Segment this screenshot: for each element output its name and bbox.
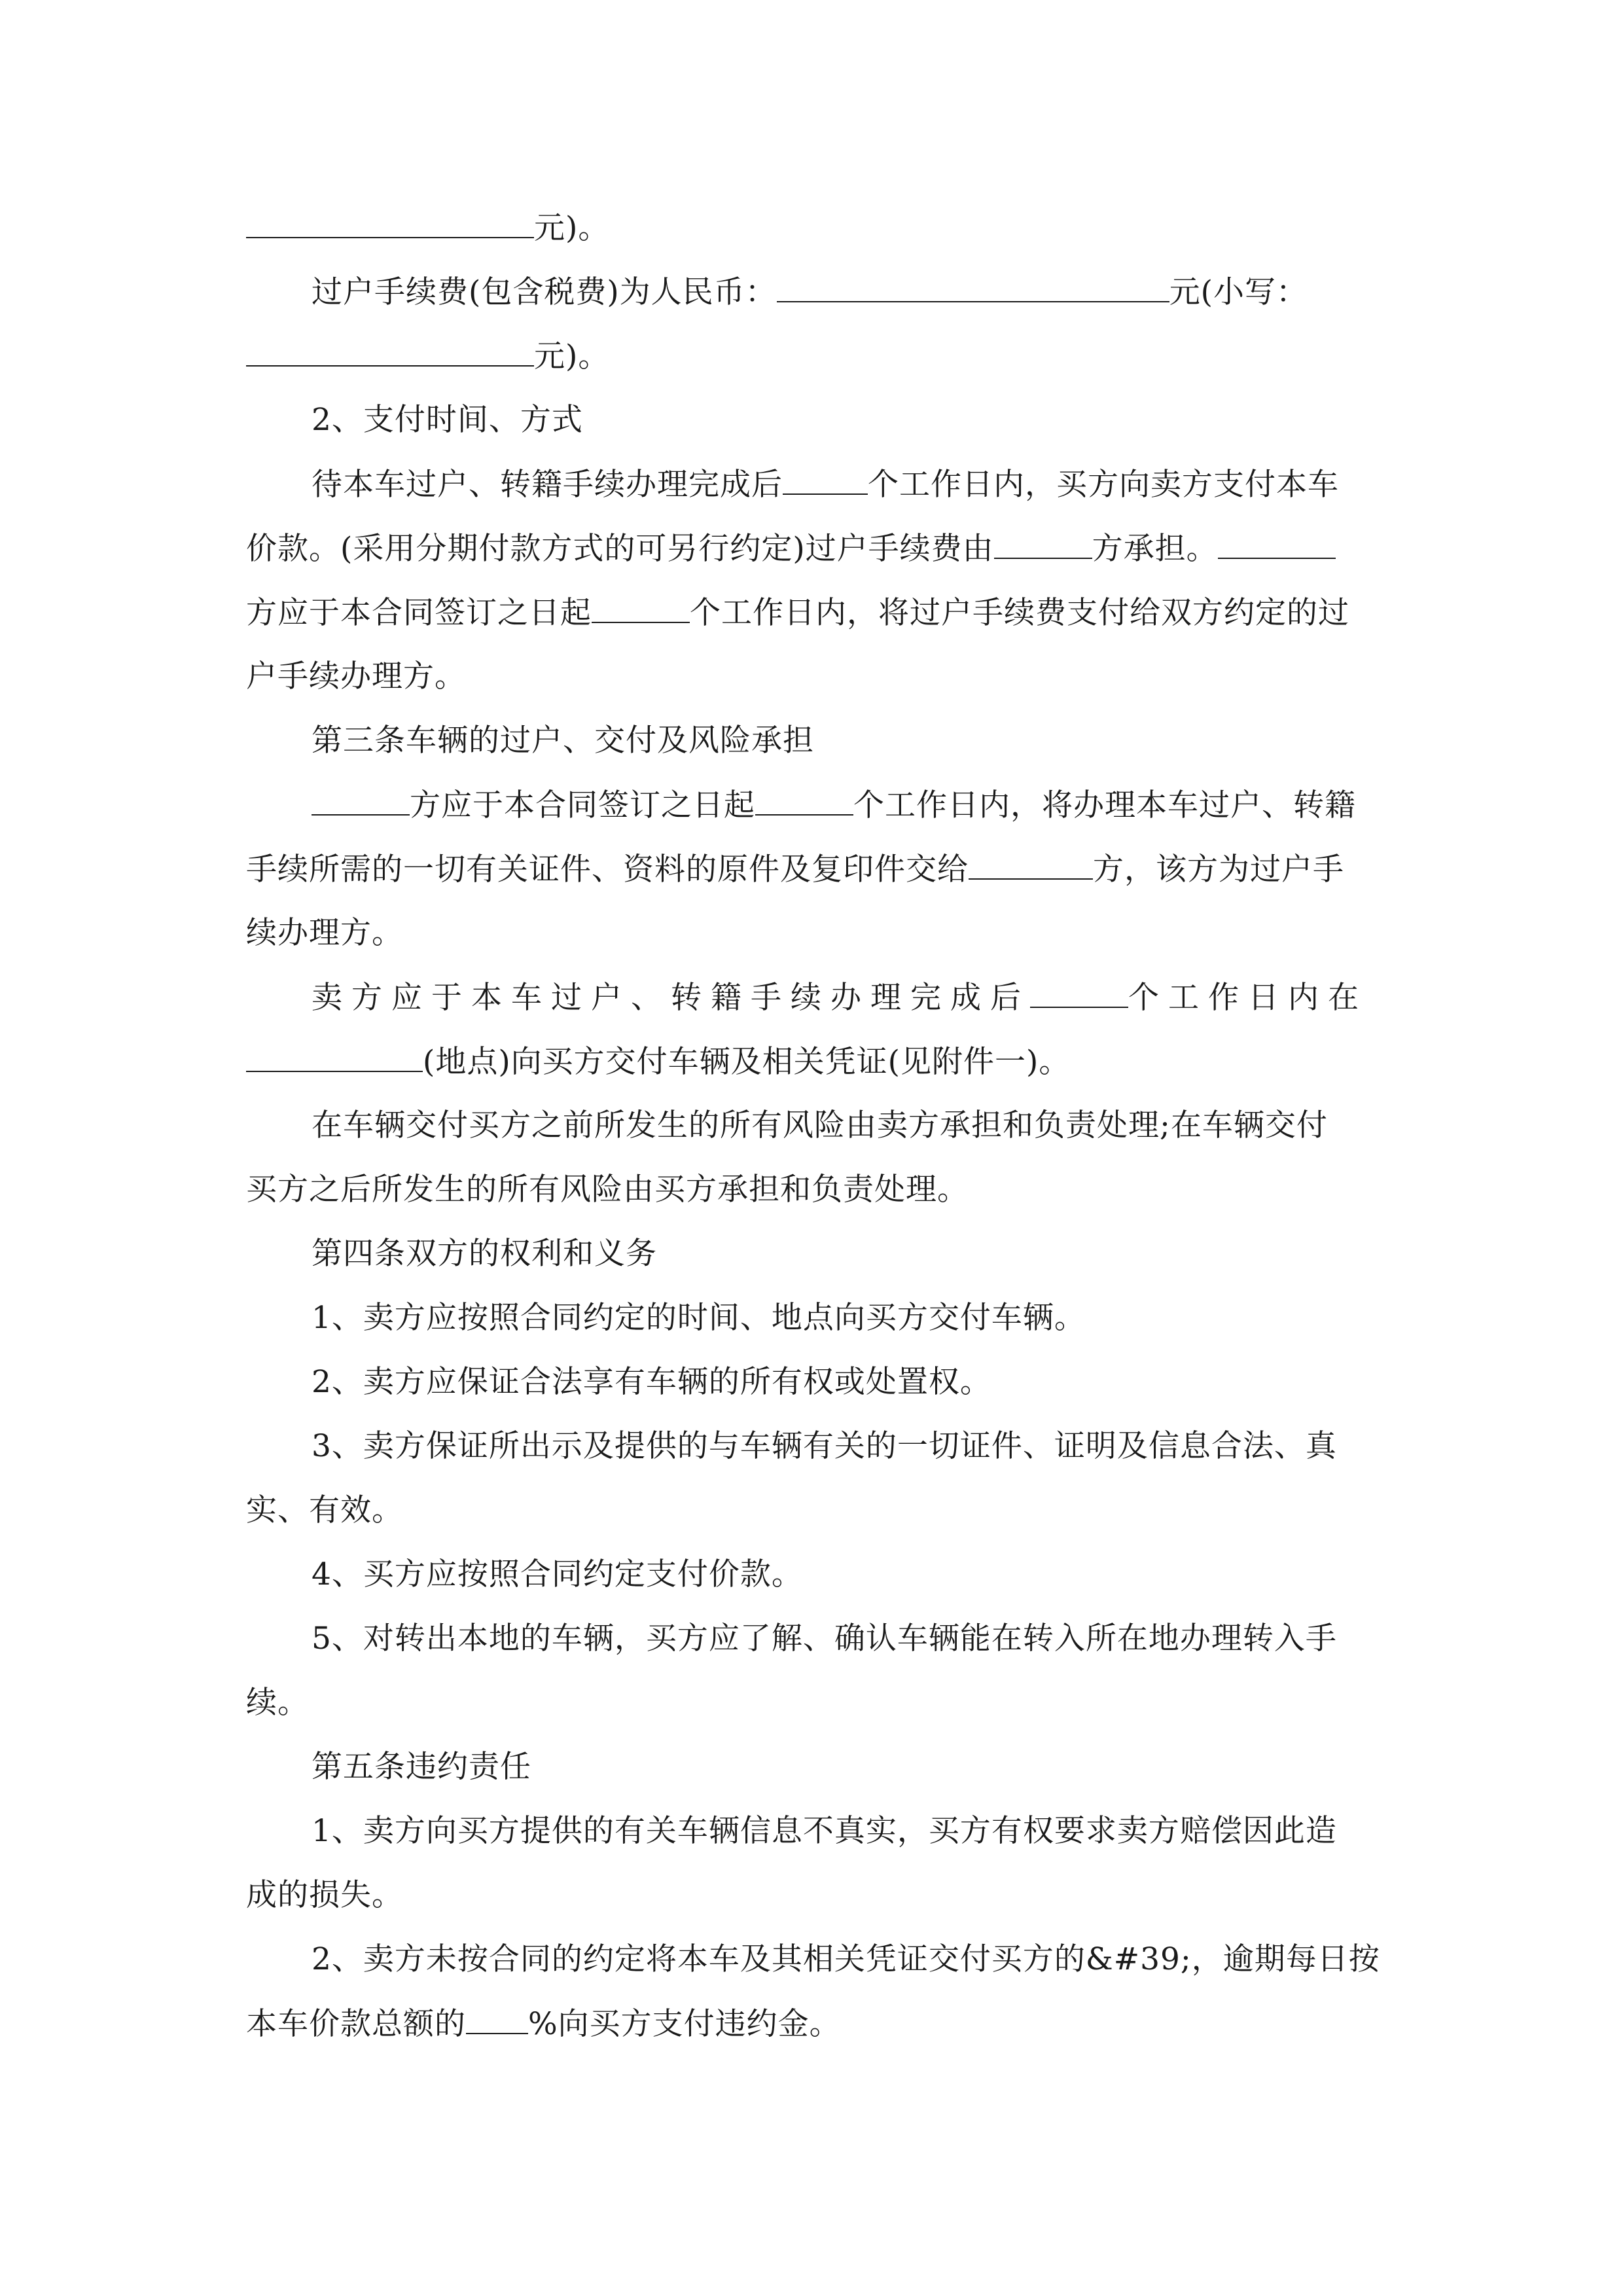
line-text: 在车辆交付买方之前所发生的所有风险由卖方承担和负责处理;在车辆交付 [312,1107,1328,1143]
text-line [246,657,466,696]
text-line [312,1299,1086,1338]
line-text: 元)。 [534,210,610,246]
fill-in-blank [755,785,853,816]
fill-in-blank [1030,978,1128,1008]
line-text: 续。 [246,1685,309,1721]
text-line [312,978,1368,1018]
text-line [246,1683,309,1723]
line-text: 第三条车辆的过户、交付及风险承担 [312,723,814,759]
line-text: 4、买方应按照合同约定支付价款。 [312,1556,803,1592]
line-text: 成的损失。 [246,1877,403,1913]
text-line [246,208,609,248]
line-text: 待本车过户、转籍手续办理完成后 [312,467,783,503]
line-text: (地点)向买方交付车辆及相关凭证(见附件一)。 [423,1044,1071,1080]
line-text: 本车价款总额的 [246,2006,466,2042]
fill-in-blank [777,272,1169,302]
fill-in-blank [246,1042,423,1072]
text-line [312,1619,1337,1659]
line-text: 元(小写： [1169,274,1308,310]
line-text: 个工作日内，将过户手续费支付给双方约定的过 [690,595,1349,631]
line-text: 买方之后所发生的所有风险由买方承担和负责处理。 [246,1172,969,1208]
text-line [312,1427,1337,1466]
text-line [312,1748,531,1787]
line-text: 价款。(采用分期付款方式的可另行约定)过户手续费由 [246,531,994,567]
fill-in-blank [1218,529,1336,559]
line-text: 过户手续费(包含税费)为人民币： [312,274,777,310]
line-text: 个工作日内在 [1128,980,1368,1016]
fill-in-blank [466,2004,528,2034]
line-text: 2、卖方未按合同的约定将本车及其相关凭证交付买方的&#39;，逾期每日按 [312,1941,1380,1977]
line-text: 第五条违约责任 [312,1749,531,1785]
line-text: 卖方应于本车过户、转籍手续办理完成后 [312,980,1030,1016]
line-text: 个工作日内，将办理本车过户、转籍 [853,787,1356,823]
text-line [312,1812,1337,1851]
text-line [246,529,1336,569]
line-text: 2、卖方应保证合法享有车辆的所有权或处置权。 [312,1364,991,1400]
line-text: 1、卖方向买方提供的有关车辆信息不真实，买方有权要求卖方赔偿因此造 [312,1813,1337,1849]
text-line [312,1940,1380,1979]
text-line [312,1234,657,1274]
line-text: 方应于本合同签订之日起 [246,595,592,631]
line-text: 方，该方为过户手 [1093,852,1344,888]
text-line [246,1170,969,1210]
line-text: 方应于本合同签订之日起 [410,787,755,823]
text-line [246,850,1344,889]
text-line [312,785,1356,825]
fill-in-blank [969,850,1093,880]
text-line [312,1106,1328,1145]
line-text: 户手续办理方。 [246,658,466,694]
fill-in-blank [592,593,690,623]
fill-in-blank [312,785,410,816]
text-line [246,2004,841,2044]
text-line [312,465,1339,505]
line-text: 2、支付时间、方式 [312,402,583,438]
text-line [312,272,1308,312]
line-text: 元)。 [534,338,610,374]
text-line [246,1491,403,1530]
text-line [246,593,1349,633]
fill-in-blank [246,336,534,367]
line-text: 方承担。 [1092,531,1218,567]
text-line [312,1363,991,1402]
line-text: %向买方支付违约金。 [528,2006,841,2042]
line-text: 第四条双方的权利和义务 [312,1236,657,1272]
line-text: 3、卖方保证所出示及提供的与车辆有关的一切证件、证明及信息合法、真 [312,1428,1337,1464]
line-text: 手续所需的一切有关证件、资料的原件及复印件交给 [246,852,969,888]
line-text: 续办理方。 [246,915,403,951]
text-line [246,914,403,953]
text-line [246,1042,1070,1082]
text-line [246,336,609,376]
fill-in-blank [246,208,534,238]
fill-in-blank [994,529,1092,559]
line-text: 个工作日内，买方向卖方支付本车 [868,467,1339,503]
text-line [312,401,583,440]
text-line [246,1876,403,1915]
line-text: 1、卖方应按照合同约定的时间、地点向买方交付车辆。 [312,1300,1086,1336]
line-text: 5、对转出本地的车辆，买方应了解、确认车辆能在转入所在地办理转入手 [312,1621,1337,1657]
line-text: 实、有效。 [246,1492,403,1528]
text-line [312,1555,803,1594]
fill-in-blank [783,465,868,495]
text-line [312,721,814,761]
